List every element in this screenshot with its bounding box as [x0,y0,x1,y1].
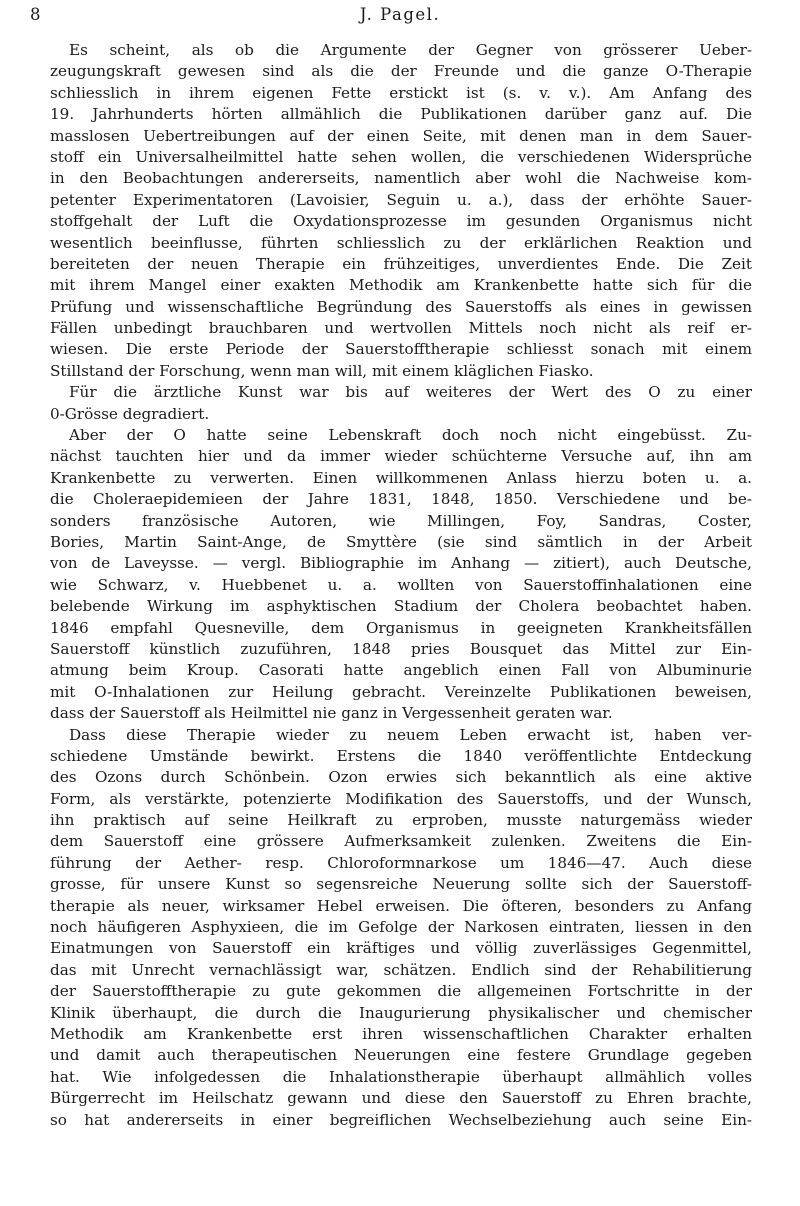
text-line: nächst tauchten hier und da immer wieder schüchterne Versuche auf, ihn am [50,447,752,466]
text-line: Methodik am Krankenbette erst ihren wissenschaftlichen Charakter erhalten [50,1024,752,1043]
text-line: Krankenbette zu verwerten. Einen willkommenen Anlass hierzu boten u. a. [50,468,752,487]
text-line: Sauerstoff künstlich zuzuführen, 1848 pries Bousquet das Mittel zur Ein- [50,639,752,658]
text-line: schiedene Umstände bewirkt. Erstens die 1840 veröffentlichte Entdeckung [50,746,752,765]
text-line: zeugungskraft gewesen sind als die der Freunde und die ganze O-Therapie [50,62,752,81]
text-line: Bürgerrecht im Heilschatz gewann und diese den Sauerstoff zu Ehren brachte, [50,1089,752,1108]
running-title: J. Pagel. [359,5,441,24]
text-line: petenter Experimentatoren (Lavoisier, Seguin u. a.), dass der erhöhte Sauer- [50,190,752,209]
text-line: Dass diese Therapie wieder zu neuem Leben erwacht ist, haben ver- [69,725,752,744]
text-line: 19. Jahrhunderts hörten allmählich die Publikationen darüber ganz auf. Die [50,105,752,124]
text-line: dem Sauerstoff eine grössere Aufmerksamkeit zulenken. Zweitens die Ein- [50,832,752,851]
text-line: noch häufigeren Asphyxieen, die im Gefolge der Narkosen eintraten, liessen in den [50,918,752,937]
text-line: wesentlich beeinflusse, führten schliesslich zu der erklärlichen Reaktion und [50,233,752,252]
text-line: wiesen. Die erste Periode der Sauerstofftherapie schliesst sonach mit einem [50,340,752,359]
text-line: schliesslich in ihrem eigenen Fette erstickt ist (s. v. v.). Am Anfang des [50,83,752,102]
text-line: grosse, für unsere Kunst so segensreiche Neuerung sollte sich der Sauerstoff- [50,875,752,894]
text-line: von de Laveysse. — vergl. Bibliographie im Anhang — zitiert), auch Deutsche, [50,554,752,573]
text-line: Form, als verstärkte, potenzierte Modifikation des Sauerstoffs, und der Wunsch, [50,789,752,808]
text-line: führung der Aether- resp. Chloroformnarkose um 1846—47. Auch diese [50,853,752,872]
text-line: 1846 empfahl Quesneville, dem Organismus in geeigneten Krankheitsfällen [50,618,752,637]
text-line: wie Schwarz, v. Huebbenet u. a. wollten von Sauerstoffinhalationen eine [50,575,752,594]
text-line: mit O-Inhalationen zur Heilung gebracht. Vereinzelte Publikationen beweisen, [50,682,752,701]
text-line: therapie als neuer, wirksamer Hebel erweisen. Die öfteren, besonders zu Anfang [50,896,752,915]
text-line: belebende Wirkung im asphyktischen Stadium der Cholera beobachtet haben. [50,597,752,616]
text-line: so hat andererseits in einer begreiflichen Wechselbeziehung auch seine Ein- [50,1110,752,1129]
text-line: Klinik überhaupt, die durch die Inaugurierung physikalischer und chemischer [50,1003,752,1022]
text-line: hat. Wie infolgedessen die Inhalationstherapie überhaupt allmählich volles [50,1067,752,1086]
text-line: stoff ein Universalheilmittel hatte sehen wollen, die verschiedenen Widersprüche [50,147,752,166]
text-line: Einatmungen von Sauerstoff ein kräftiges und völlig zuverlässiges Gegenmittel, [50,939,752,958]
text-line: des Ozons durch Schönbein. Ozon erwies sich bekanntlich als eine aktive [50,768,752,787]
page-number: 8 [30,5,41,24]
text-line: atmung beim Kroup. Casorati hatte angeblich einen Fall von Albuminurie [50,661,752,680]
text-line: und damit auch therapeutischen Neuerungen eine festere Grundlage gegeben [50,1046,752,1065]
text-line: Aber der O hatte seine Lebenskraft doch noch nicht eingebüsst. Zu- [69,426,752,445]
text-line: in den Beobachtungen andererseits, namentlich aber wohl die Nachweise kom- [50,169,752,188]
text-line: dass der Sauerstoff als Heilmittel nie ganz in Vergessenheit geraten war. [50,704,613,723]
page-header [30,4,770,26]
text-line: Für die ärztliche Kunst war bis auf weiteres der Wert des O zu einer [69,383,752,402]
body-text [50,40,752,1131]
text-line: Es scheint, als ob die Argumente der Gegner von grösserer Ueber- [69,41,752,59]
text-line: die Choleraepidemieen der Jahre 1831, 1848, 1850. Verschiedene und be- [50,490,752,509]
text-line: stoffgehalt der Luft die Oxydationsprozesse im gesunden Organismus nicht [50,212,752,231]
text-line: Fällen unbedingt brauchbaren und wertvollen Mittels noch nicht als reif er- [50,319,752,338]
text-line: bereiteten der neuen Therapie ein frühzeitiges, unverdientes Ende. Die Zeit [50,254,752,273]
text-line: 0-Grösse degradiert. [50,404,210,423]
text-line: Bories, Martin Saint-Ange, de Smyttère (sie sind sämtlich in der Arbeit [50,532,752,551]
text-line: das mit Unrecht vernachlässigt war, schätzen. Endlich sind der Rehabilitierung [50,960,752,979]
text-line: der Sauerstofftherapie zu gute gekommen die allgemeinen Fortschritte in der [50,982,752,1001]
text-line: masslosen Uebertreibungen auf der einen Seite, mit denen man in dem Sauer- [50,126,752,145]
text-line: Stillstand der Forschung, wenn man will, mit einem kläglichen Fiasko. [50,361,594,380]
text-line: mit ihrem Mangel einer exakten Methodik am Krankenbette hatte sich für die [50,276,752,295]
text-line: sonders französische Autoren, wie Millingen, Foy, Sandras, Coster, [50,511,752,530]
text-line: Prüfung und wissenschaftliche Begründung des Sauerstoffs als eines in gewissen [50,297,752,316]
text-line: ihn praktisch auf seine Heilkraft zu erproben, musste naturgemäss wieder [50,811,752,830]
